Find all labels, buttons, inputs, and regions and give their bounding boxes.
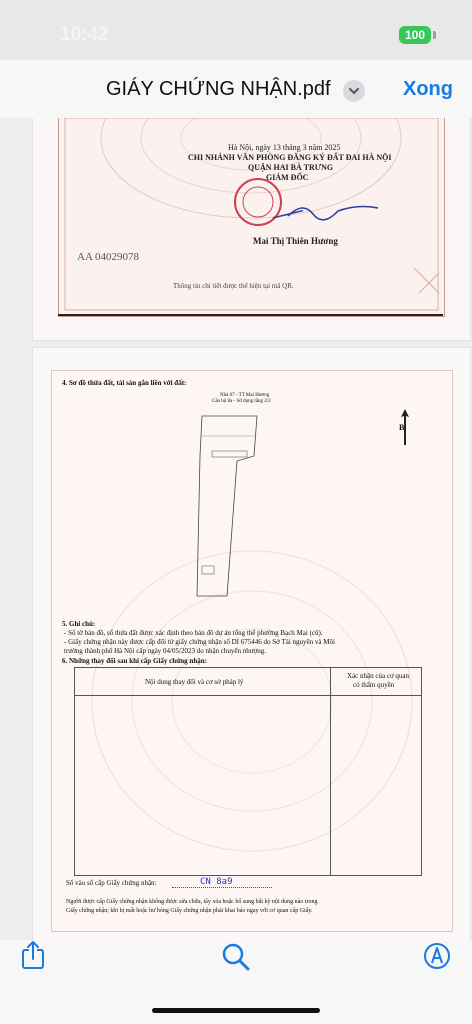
plot-diagram [192, 406, 272, 606]
page-edge [58, 314, 443, 316]
table-header-divider [75, 695, 421, 696]
note-line-3: trường thành phố Hà Nội cấp ngày 04/05/2023 do nhận chuyển nhượng. [64, 647, 267, 655]
home-indicator [152, 1008, 320, 1013]
issuing-district: QUẬN HAI BÀ TRƯNG [248, 163, 334, 172]
note-line-1: - Số tờ bản đồ, số thửa đất được xác định theo bản đồ dự án tổng thể phường Bạch Mai (cũ). [64, 629, 323, 637]
issue-date: Hà Nội, ngày 13 tháng 3 năm 2025 [228, 143, 341, 152]
issuing-office: CHI NHÁNH VĂN PHÒNG ĐĂNG KÝ ĐẤT ĐAI HÀ NỘI [188, 153, 392, 162]
signature [283, 196, 383, 226]
document-title[interactable]: GIÁY CHỨNG NHẬN.pdf [106, 78, 331, 100]
share-icon[interactable] [20, 940, 48, 970]
battery-tip [433, 31, 436, 39]
note-line-2: - Giấy chứng nhận này được cấp đổi từ giấy chứng nhận số DI 675446 do Sở Tài nguyên và Môi [64, 638, 335, 646]
table-column-divider [330, 668, 331, 875]
status-time: 10:42 [60, 24, 109, 45]
nav-bar [0, 60, 472, 118]
north-label: B [399, 423, 405, 432]
register-label: Số vào sổ cấp Giấy chứng nhận: [66, 879, 157, 887]
footer-line-2: Giấy chứng nhận; khi bị mất hoặc hư hỏng Giấy chứng nhận phải khai báo ngay với cơ quan cấp Giấy. [66, 908, 313, 914]
pdf-page-1 [33, 118, 470, 340]
table-header-changes: Nội dung thay đổi và cơ sở pháp lý [145, 678, 244, 686]
register-value: CN 8a9 [200, 877, 233, 887]
markup-icon[interactable] [423, 942, 453, 972]
director-title: GIÁM ĐỐC [266, 173, 309, 182]
section-6-heading: 6. Những thay đổi sau khi cấp Giấy chứng nhận: [62, 657, 207, 665]
status-bar [0, 0, 472, 60]
table-header-confirm-2: có thẩm quyền [353, 681, 395, 689]
section-5-heading: 5. Ghi chú: [62, 620, 96, 628]
pdf-page-2 [33, 348, 470, 940]
plot-label-1: Nhà 67 - TT Mai Hương [220, 393, 270, 398]
plot-label-2: Căn hộ 8a - Sử dụng tầng 2/2 [212, 399, 271, 404]
title-menu-button[interactable] [343, 80, 365, 102]
table-header-confirm-1: Xác nhận của cơ quan [347, 672, 410, 680]
register-dotted-line [172, 887, 272, 888]
certificate-frame [51, 370, 453, 932]
footer-line-1: Người được cấp Giấy chứng nhận không được sửa chữa, tẩy xóa hoặc bổ sung bất kỳ nội dung nào trong [66, 899, 318, 905]
search-icon[interactable] [221, 942, 251, 972]
certificate-serial: AA 04029078 [77, 251, 140, 263]
section-4-heading: 4. Sơ đồ thửa đất, tài sản gắn liền với đất: [62, 379, 187, 387]
changes-table [74, 667, 422, 876]
chevron-down-icon [343, 80, 365, 102]
battery-indicator: 100 [399, 26, 431, 44]
done-button[interactable]: Xong [403, 78, 453, 100]
pdf-viewer[interactable] [0, 118, 472, 940]
qr-note: Thông tin chi tiết được thể hiện tại mã QR. [173, 282, 294, 290]
signer-name: Mai Thị Thiên Hương [253, 236, 338, 246]
